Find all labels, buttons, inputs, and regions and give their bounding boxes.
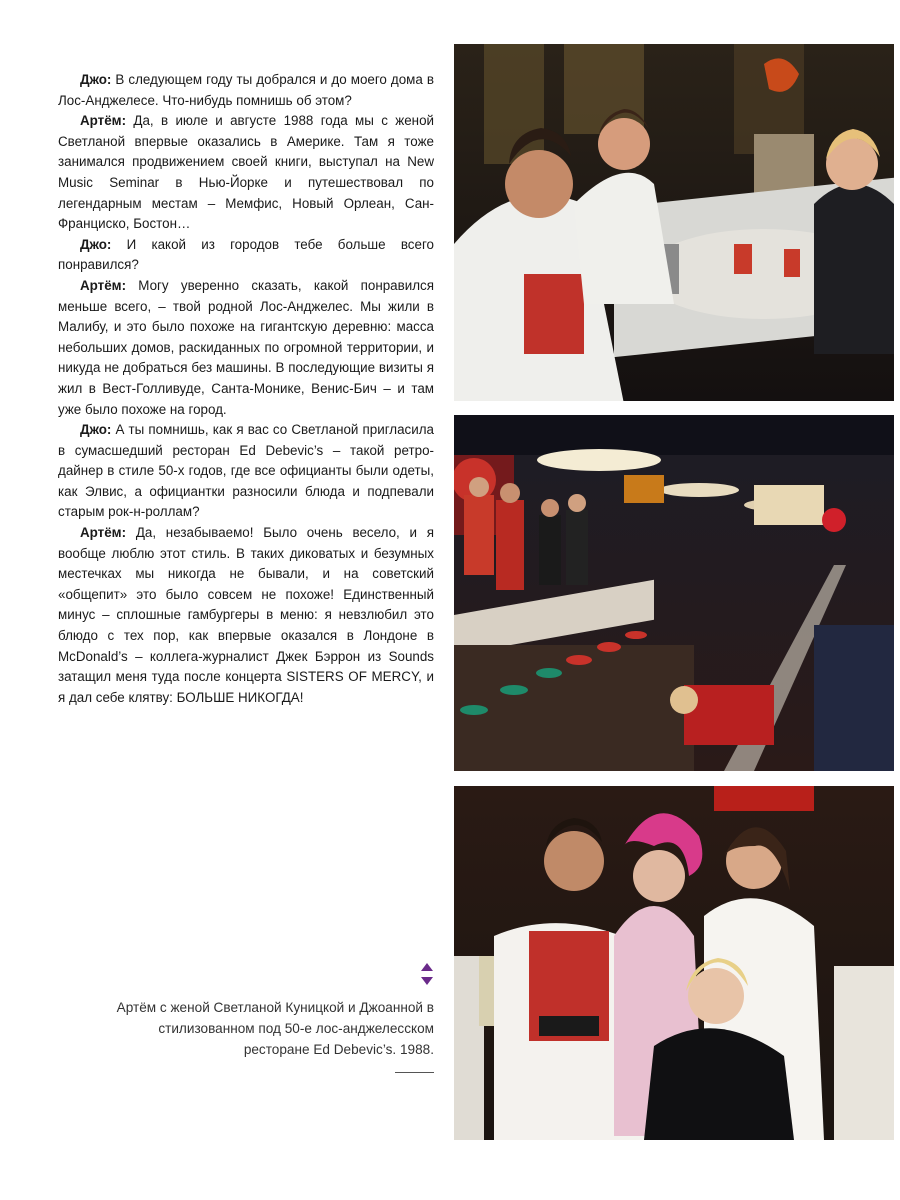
page-arrows — [421, 963, 435, 985]
paragraph — [58, 111, 434, 235]
triangle-up-icon — [421, 963, 433, 971]
speaker-name: Артём: — [80, 277, 127, 293]
triangle-down-icon — [421, 977, 433, 985]
photo-diner-interior-illustration — [454, 415, 894, 771]
speaker-name: Джо: — [80, 236, 112, 252]
paragraph — [58, 235, 434, 276]
photo-group-portrait-illustration — [454, 786, 894, 1140]
photo-group-portrait — [454, 786, 894, 1140]
paragraph — [58, 276, 434, 420]
paragraph — [58, 70, 434, 111]
paragraph — [58, 523, 434, 708]
photo-diner-table-illustration — [454, 44, 894, 401]
paragraph-text: Да, незабываемо! Было очень весело, и я вообще люблю этот стиль. В таких диковатых и безумных местечках мы никогда не бывали, и на советский «общепит» это было совсем не похоже! Единственный минус – сплошные гамбургеры в меню: я невзлюбил это блюдо с тех пор, как впервые оказался в Лондоне в McDonald’s – коллега-журналист Джек Бэррон из Sounds затащил меня туда после концерта SISTERS OF MERCY, и я дал себе клятву: БОЛЬШЕ НИКОГДА! — [58, 525, 434, 705]
paragraph-text: И какой из городов тебе больше всего понравился? — [58, 236, 434, 273]
paragraph-text: Да, в июле и августе 1988 года мы с женой Светланой впервые оказались в Америке. Там я тоже занимался продвижением своей книги, выступал на New Music Seminar в Нью-Йорке и путешествовал по легендарным местам – Мемфис, Новый Орлеан, Сан-Франциско, Бостон… — [58, 113, 434, 232]
paragraph-text: В следующем году ты добрался и до моего дома в Лос-Анджелесе. Что-нибудь помнишь об этом? — [58, 72, 434, 108]
speaker-name: Джо: — [80, 422, 112, 438]
speaker-name: Джо: — [80, 72, 112, 87]
paragraph — [58, 420, 434, 523]
interview-text — [58, 70, 434, 708]
speaker-name: Артём: — [80, 525, 127, 541]
speaker-name: Артём: — [80, 113, 127, 129]
paragraph-text: А ты помнишь, как я вас со Светланой пригласила в сумасшедший ресторан Ed Debevic’s – такой ретро-дайнер в стиле 50-х годов, где все официанты были одеты, как Элвис, а официантки разносили блюда и подпевали старым рок-н-роллам? — [58, 422, 434, 520]
photo-diner-table — [454, 44, 894, 401]
paragraph-text: Могу уверенно сказать, какой понравился меньше всего, – твой родной Лос-Анджелес. Мы жили в Малибу, и это было похоже на гигантскую деревню: масса небольших домов, раскиданных по огромной территории, и никуда не добраться без машины. В последующие визиты я жил в Вест-Голливуде, Санта-Монике, Венис-Бич – и там уже было похоже на город. — [58, 277, 434, 417]
photo-caption: Артём с женой Светланой Куницкой и Джоанной в стилизованном под 50-е лос-анджелесском ресторане Ed Debevic’s. 1988. — [116, 1000, 434, 1057]
photo-diner-interior — [454, 415, 894, 771]
caption-divider — [395, 1072, 434, 1073]
